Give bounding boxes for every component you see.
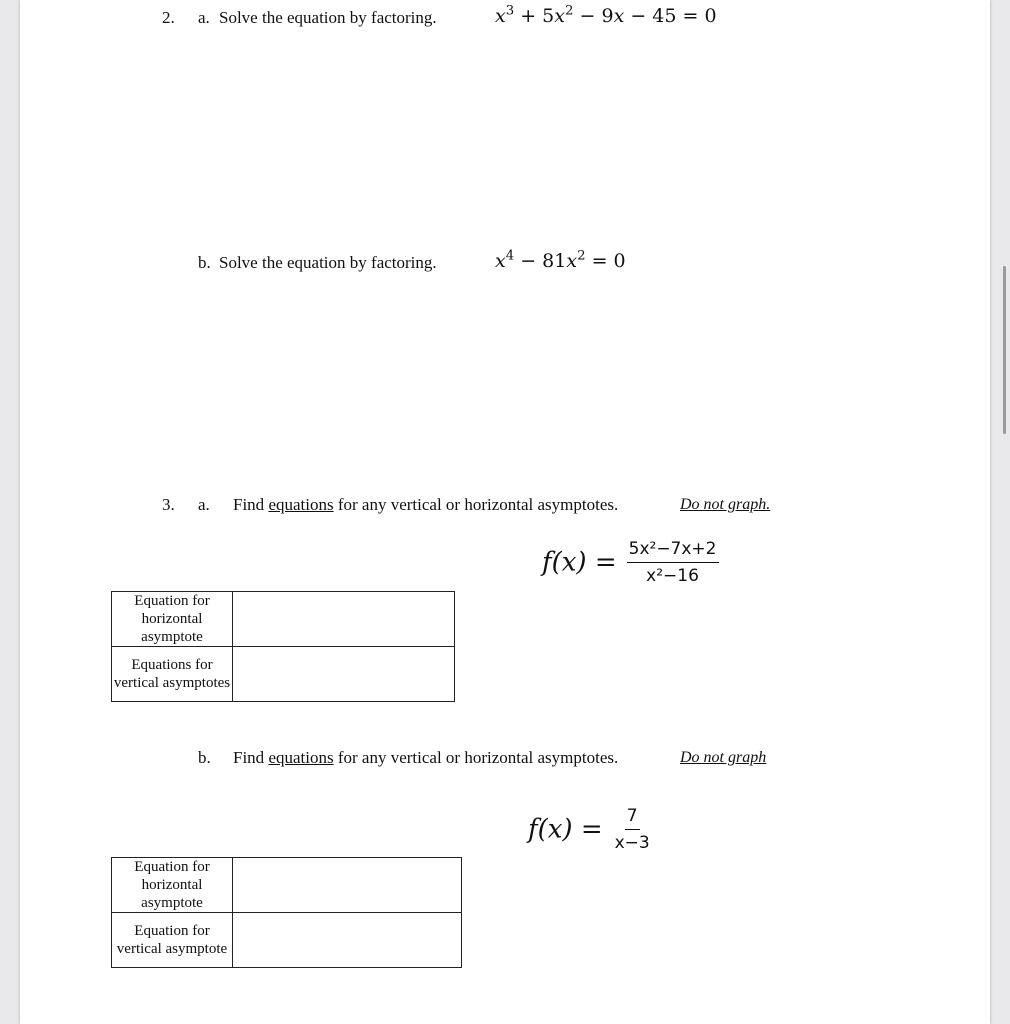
rational-fraction bbox=[613, 806, 652, 853]
problem-2a-instruction: Solve the equation by factoring. bbox=[219, 8, 437, 27]
problem-3b-note: Do not graph bbox=[680, 749, 767, 766]
problem-3b-function bbox=[528, 806, 652, 853]
vertical-asymptote-answer-cell[interactable] bbox=[233, 647, 455, 702]
problem-2b-letter: b. bbox=[198, 253, 211, 272]
problem-3a-instruction: Find equations for any vertical or horizontal asymptotes. bbox=[233, 495, 619, 514]
problem-3a-letter: a. bbox=[198, 495, 210, 514]
problem-3b-answer-table bbox=[111, 857, 462, 968]
worksheet-page bbox=[20, 0, 990, 1024]
horizontal-asymptote-label: Equation for horizontal asymptote bbox=[112, 858, 233, 913]
function-lhs: f(x) = bbox=[542, 547, 617, 578]
vertical-asymptote-label: Equation for vertical asymptote bbox=[112, 913, 233, 968]
problem-2b-instruction: Solve the equation by factoring. bbox=[219, 253, 437, 272]
problem-2a-letter: a. bbox=[198, 8, 210, 27]
vertical-asymptote-label: Equations for vertical asymptotes bbox=[112, 647, 233, 702]
problem-3-number: 3. bbox=[162, 495, 175, 514]
horizontal-asymptote-label: Equation for horizontal asymptote bbox=[112, 592, 233, 647]
rational-fraction bbox=[627, 539, 719, 586]
vertical-asymptote-answer-cell[interactable] bbox=[233, 913, 462, 968]
fraction-numerator: 7 bbox=[625, 806, 640, 830]
horizontal-asymptote-answer-cell[interactable] bbox=[233, 592, 455, 647]
problem-3b-letter: b. bbox=[198, 748, 211, 767]
problem-3a-answer-table bbox=[111, 591, 455, 702]
horizontal-asymptote-answer-cell[interactable] bbox=[233, 858, 462, 913]
fraction-denominator: x−3 bbox=[614, 833, 650, 853]
problem-3b-instruction: Find equations for any vertical or horizontal asymptotes. bbox=[233, 748, 619, 767]
problem-3a-function bbox=[542, 539, 719, 586]
problem-3a-note: Do not graph. bbox=[680, 496, 771, 513]
problem-2-number: 2. bbox=[162, 8, 175, 27]
fraction-denominator: x²−16 bbox=[646, 566, 699, 586]
problem-2a-equation: $x^3 + 5x^2 - 9x - 45 = 0$ bbox=[495, 3, 717, 27]
problem-2b-equation: $x^4 - 81x^2 = 0$ bbox=[495, 248, 626, 272]
fraction-numerator: 5x²−7x+2 bbox=[627, 539, 719, 563]
vertical-scrollbar[interactable] bbox=[1003, 266, 1006, 434]
function-lhs: f(x) = bbox=[528, 814, 603, 845]
